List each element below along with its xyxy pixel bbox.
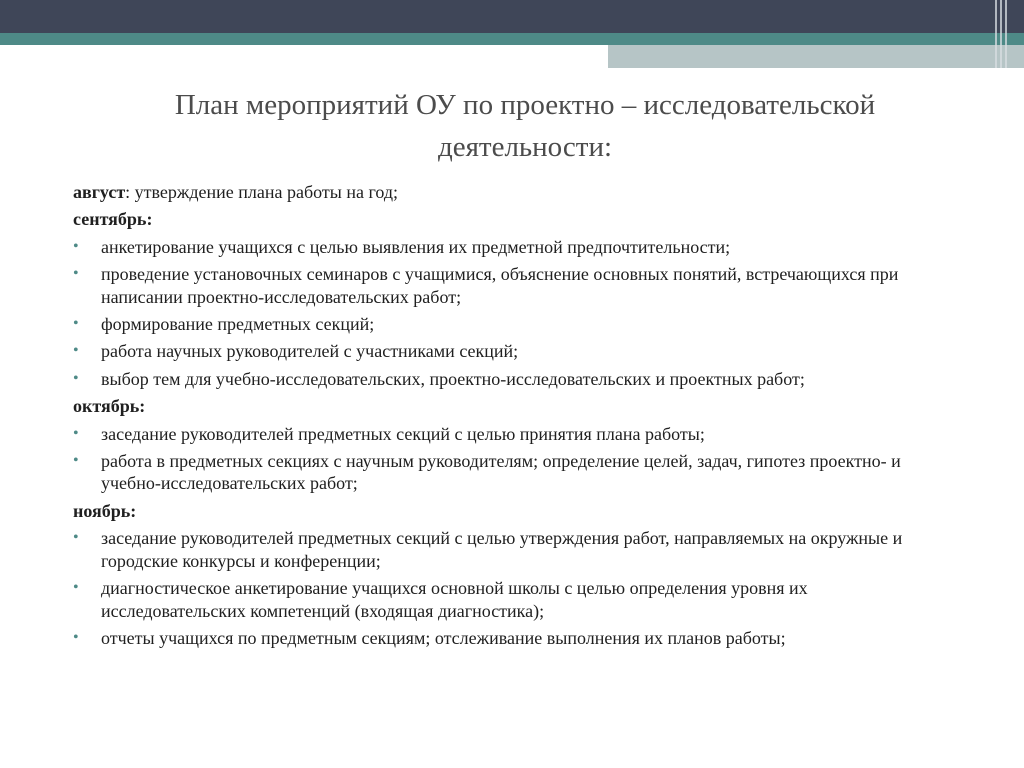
- october-list: [73, 423, 953, 495]
- list-item-text: работа научных руководителей с участниками секций;: [101, 341, 519, 362]
- august-text: : утверждение плана работы на год;: [125, 182, 399, 202]
- list-item-text: отчеты учащихся по предметным секциям; отслеживание выполнения их планов работы;: [101, 627, 786, 648]
- list-item: [73, 627, 953, 649]
- bullet-icon: •: [73, 237, 79, 255]
- slide-title-line-1: План мероприятий ОУ по проектно – исследовательской: [174, 89, 876, 121]
- list-item: [73, 368, 953, 390]
- bullet-icon: •: [73, 452, 79, 470]
- list-item: [73, 577, 953, 622]
- month-september: сентябрь:: [73, 209, 153, 230]
- list-item-text: заседание руководителей предметных секций с целью принятия плана работы;: [101, 423, 705, 444]
- list-item-text: проведение установочных семинаров с учащимися, объяснение основных понятий, встречающихся при написании проектно-исследовательских работ;: [101, 264, 899, 307]
- decorative-vertical-lines: [990, 0, 1024, 68]
- bullet-icon: •: [73, 579, 79, 597]
- header-grey-band: [608, 45, 1024, 68]
- bullet-icon: •: [73, 628, 79, 646]
- month-november: ноябрь:: [73, 500, 137, 521]
- header-white-strip: [0, 45, 608, 68]
- header-teal-band: [0, 33, 1024, 45]
- list-item: [73, 236, 953, 258]
- month-october: октябрь:: [73, 396, 146, 417]
- plan-content: [73, 181, 953, 654]
- list-item-text: заседание руководителей предметных секций с целью утверждения работ, направляемых на окружные и городские конкурсы и конференции;: [101, 528, 903, 571]
- list-item: [73, 313, 953, 335]
- slide-title-line-2: деятельности:: [437, 131, 613, 163]
- list-item: [73, 527, 953, 572]
- bullet-icon: •: [73, 424, 79, 442]
- list-item: [73, 263, 953, 308]
- bullet-icon: •: [73, 265, 79, 283]
- list-item-text: диагностическое анкетирование учащихся основной школы с целью определения уровня их исследовательских компетенций (входящая диагностика);: [101, 578, 808, 621]
- month-august: август: [73, 182, 126, 202]
- september-list: [73, 236, 953, 390]
- list-item: [73, 423, 953, 445]
- list-item-text: выбор тем для учебно-исследовательских, проектно-исследовательских и проектных работ;: [101, 368, 805, 389]
- bullet-icon: •: [73, 369, 79, 387]
- november-list: [73, 527, 953, 649]
- list-item-text: работа в предметных секциях с научным руководителям; определение целей, задач, гипотез проектно- и учебно-исследовательских работ;: [101, 451, 901, 494]
- bullet-icon: •: [73, 342, 79, 360]
- slide-title: [60, 84, 990, 168]
- bullet-icon: •: [73, 529, 79, 547]
- list-item-text: анкетирование учащихся с целью выявления их предметной предпочтительности;: [101, 236, 731, 257]
- bullet-icon: •: [73, 315, 79, 333]
- list-item-text: формирование предметных секций;: [101, 314, 375, 335]
- list-item: [73, 450, 953, 495]
- august-line: [73, 181, 953, 203]
- header-dark-band: [0, 0, 1024, 33]
- list-item: [73, 340, 953, 362]
